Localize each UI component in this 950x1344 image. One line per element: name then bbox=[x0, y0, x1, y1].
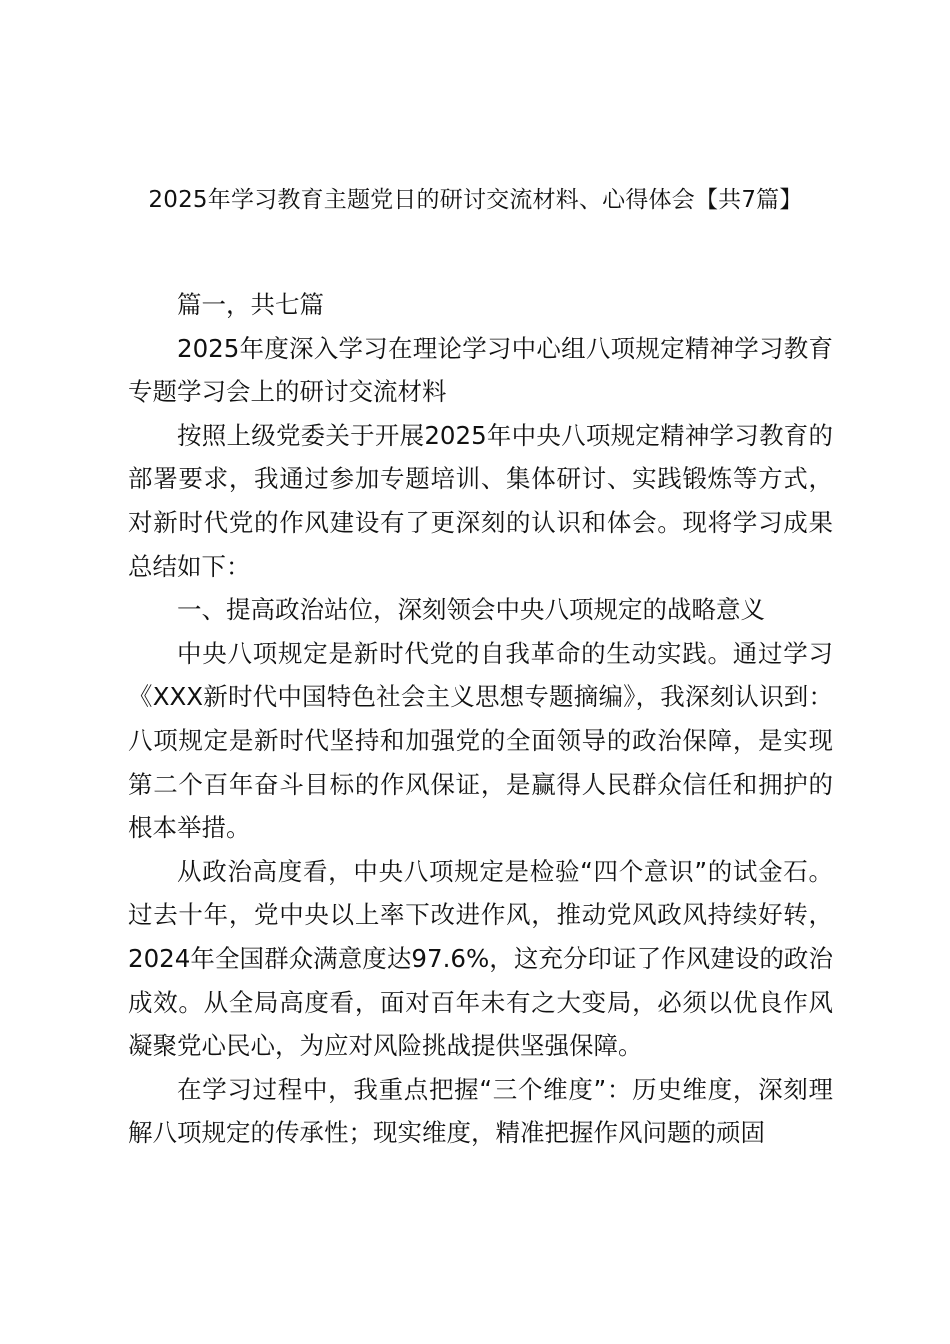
document-body bbox=[128, 283, 833, 1155]
body-paragraph: 从政治高度看，中央八项规定是检验“四个意识”的试金石。过去十年，党中央以上率下改进作风，推动党风政风持续好转，2024年全国群众满意度达97.6%，这充分印证了作风建设的政治成效。从全局高度看，面对百年未有之大变局，必须以优良作风凝聚党心民心，为应对风险挑战提供坚强保障。 bbox=[128, 856, 833, 1061]
body-paragraph: 中央八项规定是新时代党的自我革命的生动实践。通过学习《XXX新时代中国特色社会主义思想专题摘编》，我深刻认识到：八项规定是新时代坚持和加强党的全面领导的政治保障，是实现第二个百年奋斗目标的作风保证，是赢得人民群众信任和拥护的根本举措。 bbox=[128, 638, 833, 843]
section-label: 篇一，共七篇 bbox=[177, 290, 324, 319]
document-title: 2025年学习教育主题党日的研讨交流材料、心得体会【共7篇】 bbox=[148, 187, 803, 213]
body-paragraph: 在学习过程中，我重点把握“三个维度”：历史维度，深刻理解八项规定的传承性；现实维度，精准把握作风问题的顽固 bbox=[128, 1074, 833, 1148]
section-heading: 一、提高政治站位，深刻领会中央八项规定的战略意义 bbox=[177, 595, 765, 625]
article-title: 2025年度深入学习在理论学习中心组八项规定精神学习教育专题学习会上的研讨交流材料 bbox=[128, 333, 833, 407]
body-paragraph: 按照上级党委关于开展2025年中央八项规定精神学习教育的部署要求，我通过参加专题培训、集体研讨、实践锻炼等方式，对新时代党的作风建设有了更深刻的认识和体会。现将学习成果总结如下： bbox=[128, 420, 833, 581]
